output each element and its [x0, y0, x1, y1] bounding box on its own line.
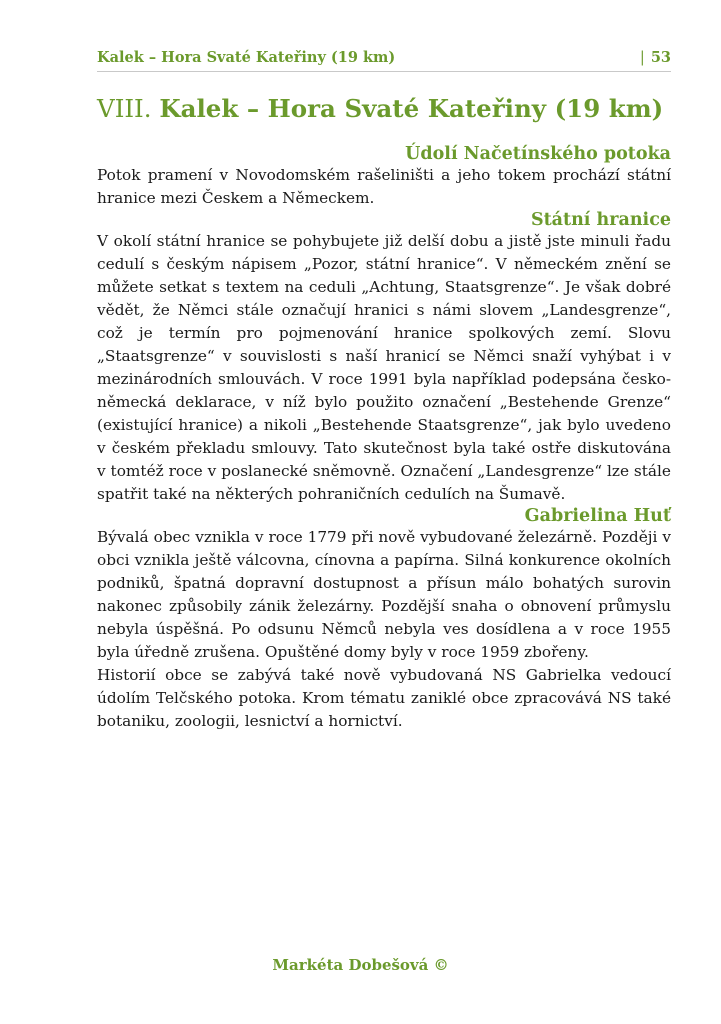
section-heading-udoli: Údolí Načetínského potoka: [405, 144, 671, 164]
chapter-title: Kalek – Hora Svaté Kateřiny (19 km): [159, 94, 664, 123]
running-header: [97, 49, 671, 72]
page-number: 53: [650, 49, 671, 66]
page-number-separator: |: [639, 50, 645, 66]
running-title: Kalek – Hora Svaté Kateřiny (19 km): [97, 49, 396, 66]
chapter-heading: [97, 94, 663, 123]
section-heading-gabrielina-hut: Gabrielina Huť: [524, 506, 671, 526]
paragraph-statni-hranice: V okolí státní hranice se pohybujete již delší dobu a jistě jste minuli řadu cedulí s českým nápisem „Pozor, státní hranice“. V německém znění se můžete setkat s textem na ceduli „Achtung, Staatsgrenze“. Je však dobré vědět, že Němci stále označují hranici s námi slovem „Landesgrenze“, což je termín pro pojmenování hranice spolkových zemí. Slovu „Staatsgrenze“ v souvislosti s naší hranicí se Němci snaží vyhýbat i v mezinárodních smlouvách. V roce 1991 byla například podepsána česko-německá deklarace, v níž bylo použito označení „Bestehende Grenze“ (existující hranice) a nikoli „Bestehende Staatsgrenze“, jak bylo uvedeno v českém překladu smlouvy. Tato skutečnost byla také ostře diskutována v tomtéž roce v poslanecké sněmovně. Označení „Landesgrenze“ lze stále spatřit také na některých pohraničních cedulích na Šumavě.: [97, 232, 671, 503]
paragraph-gabrielina-hut-1: Bývalá obec vznikla v roce 1779 při nově vybudované železárně. Později v obci vznikla ještě válcovna, cínovna a papírna. Silná konkurence okolních podniků, špatná dopravní dostupnost a přísun málo bohatých surovin nakonec způsobily zánik železárny. Pozdější snaha o obnovení průmyslu nebyla úspěšná. Po odsunu Němců nebyla ves dosídlena a v roce 1955 byla úředně zrušena. Opuštěné domy byly v roce 1959 zbořeny.: [97, 528, 671, 661]
section-heading-statni-hranice: Státní hranice: [530, 210, 671, 230]
paragraph-udoli: Potok pramení v Novodomském rašeliništi a jeho tokem prochází státní hranice mezi Českem a Německem.: [97, 166, 671, 207]
footer-author: Markéta Dobešová ©: [272, 956, 449, 974]
chapter-content: [97, 144, 671, 733]
chapter-number: VIII.: [97, 94, 152, 123]
page-number-block: [640, 49, 671, 66]
paragraph-gabrielina-hut-2: Historií obce se zabývá také nově vybudovaná NS Gabrielka vedoucí údolím Telčského potoka. Krom tématu zaniklé obce zpracovává NS také botaniku, zoologii, lesnictví a hornictví.: [97, 666, 671, 730]
